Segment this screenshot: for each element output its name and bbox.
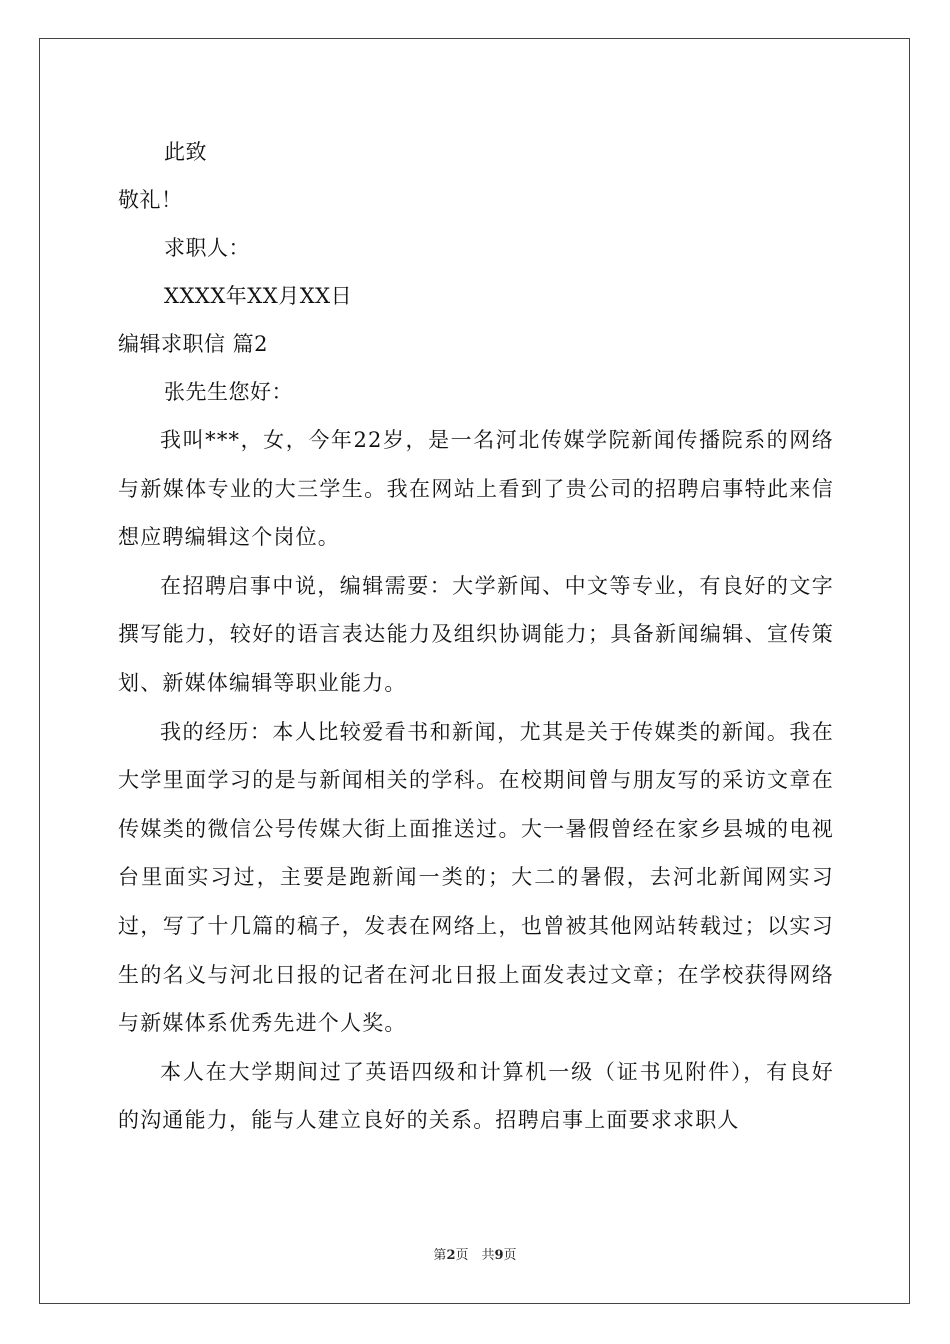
paragraph-experience: 我的经历：本人比较爱看书和新闻，尤其是关于传媒类的新闻。我在大学里面学习的是与新闻相关的学科。在校期间曾与朋友写的采访文章在传媒类的微信公号传媒大街上面推送过。大一暑假曾经在家乡县城的电视台里面实习过，主要是跑新闻一类的；大二的暑假，去河北新闻网实习过，写了十几篇的稿子，发表在网络上，也曾被其他网站转载过；以实习生的名义与河北日报的记者在河北日报上面发表过文章；在学校获得网络与新媒体系优秀先进个人奖。 bbox=[118, 719, 834, 1036]
paragraph-qualifications: 本人在大学期间过了英语四级和计算机一级（证书见附件），有良好的沟通能力，能与人建立良好的关系。招聘启事上面要求求职人 bbox=[118, 1059, 834, 1133]
page-number-footer bbox=[0, 1244, 950, 1263]
signature-label: 求职人： bbox=[164, 236, 250, 260]
page-total: 9 bbox=[494, 1248, 504, 1263]
paragraph-introduction: 我叫***，女，今年22岁，是一名河北传媒学院新闻传播院系的网络与新媒体专业的大三学生。我在网站上看到了贵公司的招聘启事特此来信想应聘编辑这个岗位。 bbox=[118, 428, 834, 550]
paragraph-requirements: 在招聘启事中说，编辑需要：大学新闻、中文等专业，有良好的文字撰写能力，较好的语言表达能力及组织协调能力；具备新闻编辑、宣传策划、新媒体编辑等职业能力。 bbox=[118, 573, 834, 695]
letter-greeting: 张先生您好： bbox=[164, 380, 293, 404]
page-mid: 页 共 bbox=[455, 1248, 495, 1263]
letter-date: XXXX年XX月XX日 bbox=[164, 284, 353, 308]
page-prefix: 第 bbox=[433, 1248, 447, 1263]
letter-closing: 此致 bbox=[164, 140, 207, 164]
letter-salute: 敬礼！ bbox=[118, 188, 183, 212]
section-title: 编辑求职信 篇2 bbox=[118, 332, 269, 356]
page-current: 2 bbox=[446, 1248, 456, 1263]
document-body bbox=[118, 128, 834, 1145]
page-suffix: 页 bbox=[503, 1248, 517, 1263]
